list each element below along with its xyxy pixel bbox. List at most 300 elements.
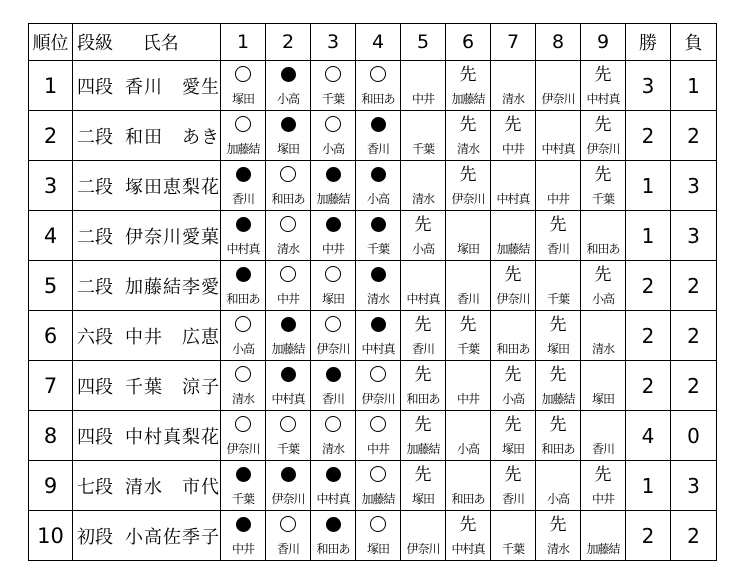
- loss-mark-icon: [356, 315, 400, 337]
- game-cell: [266, 161, 311, 211]
- game-cell: [221, 311, 266, 361]
- player-cell: [73, 511, 221, 561]
- opponent-name: 中井: [231, 542, 254, 556]
- game-cell: [446, 311, 491, 361]
- game-cell: [266, 511, 311, 561]
- losses-cell: 3: [671, 461, 717, 511]
- loss-mark-icon: [221, 265, 265, 287]
- game-cell: [401, 361, 446, 411]
- game-cell: [221, 211, 266, 261]
- game-cell: [581, 461, 626, 511]
- opponent-name: 塚田: [321, 292, 344, 306]
- opponent-name: 伊奈川: [361, 392, 395, 406]
- opponent-name: 千葉: [321, 92, 344, 106]
- opponent-name: 中井: [546, 192, 569, 206]
- dan-label: 七段: [77, 476, 113, 498]
- round-header: 4: [356, 24, 401, 61]
- win-mark-icon: [266, 515, 310, 537]
- game-cell: [536, 161, 581, 211]
- rank-cell: 10: [29, 511, 73, 561]
- win-mark-icon: [266, 415, 310, 437]
- opponent-name: 伊奈川: [451, 192, 485, 206]
- game-cell: [581, 311, 626, 361]
- sente-label: 先: [594, 265, 612, 285]
- player-cell: [73, 361, 221, 411]
- game-cell: [491, 61, 536, 111]
- losses-cell: 2: [671, 261, 717, 311]
- game-cell: [356, 111, 401, 161]
- opponent-name: 塚田: [546, 342, 569, 356]
- game-cell: [581, 361, 626, 411]
- player-cell: [73, 311, 221, 361]
- standings-table: [28, 23, 717, 561]
- opponent-name: 中井: [366, 442, 389, 456]
- game-cell: [311, 461, 356, 511]
- game-cell: [311, 161, 356, 211]
- sente-label: 先: [594, 165, 612, 185]
- opponent-name: 塚田: [276, 142, 299, 156]
- opponent-name: 小高: [276, 92, 299, 106]
- opponent-name: 千葉: [366, 242, 389, 256]
- opponent-name: 中村真: [451, 542, 485, 556]
- game-cell: [221, 61, 266, 111]
- sente-label: 先: [594, 65, 612, 85]
- game-cell: [536, 61, 581, 111]
- game-cell: [221, 161, 266, 211]
- rank-header: 順位: [29, 24, 73, 61]
- loss-mark-icon: [221, 165, 265, 187]
- game-cell: [266, 311, 311, 361]
- win-mark-icon: [356, 65, 400, 87]
- opponent-name: 小高: [411, 242, 434, 256]
- sente-label: 先: [594, 115, 612, 135]
- sente-label: 先: [459, 515, 477, 535]
- sente-label: 先: [549, 515, 567, 535]
- game-cell: [536, 111, 581, 161]
- opponent-name: 香川: [501, 492, 524, 506]
- opponent-name: 清水: [411, 192, 434, 206]
- game-cell: [581, 111, 626, 161]
- win-mark-icon: [266, 165, 310, 187]
- opponent-name: 中井: [456, 392, 479, 406]
- sente-label: 先: [549, 315, 567, 335]
- wins-cell: 1: [626, 211, 671, 261]
- table-row: [29, 411, 717, 461]
- sente-label: 先: [459, 165, 477, 185]
- opponent-name: 清水: [276, 242, 299, 256]
- opponent-name: 中井: [591, 492, 614, 506]
- sente-label: 先: [414, 415, 432, 435]
- game-cell: [401, 461, 446, 511]
- game-cell: [401, 311, 446, 361]
- dan-header: 段級: [77, 33, 113, 54]
- opponent-name: 和田あ: [586, 242, 620, 256]
- game-cell: [401, 511, 446, 561]
- opponent-name: 千葉: [231, 492, 254, 506]
- win-mark-icon: [311, 115, 355, 137]
- game-cell: [536, 311, 581, 361]
- game-cell: [446, 461, 491, 511]
- game-cell: [446, 161, 491, 211]
- game-cell: [266, 461, 311, 511]
- loss-mark-icon: [266, 365, 310, 387]
- opponent-name: 加藤結: [316, 192, 350, 206]
- round-header: 5: [401, 24, 446, 61]
- game-cell: [266, 261, 311, 311]
- wins-cell: 2: [626, 111, 671, 161]
- player-cell: [73, 411, 221, 461]
- opponent-name: 小高: [321, 142, 344, 156]
- dan-label: 六段: [77, 326, 113, 348]
- game-cell: [356, 511, 401, 561]
- player-cell: [73, 61, 221, 111]
- opponent-name: 千葉: [456, 342, 479, 356]
- game-cell: [266, 361, 311, 411]
- game-cell: [581, 261, 626, 311]
- game-cell: [401, 161, 446, 211]
- opponent-name: 中井: [411, 92, 434, 106]
- loss-mark-icon: [356, 215, 400, 237]
- sente-label: 先: [414, 365, 432, 385]
- opponent-name: 加藤結: [271, 342, 305, 356]
- opponent-name: 中井: [501, 142, 524, 156]
- table-row: [29, 461, 717, 511]
- game-cell: [356, 461, 401, 511]
- opponent-name: 塚田: [411, 492, 434, 506]
- game-cell: [446, 511, 491, 561]
- game-cell: [311, 511, 356, 561]
- game-cell: [491, 211, 536, 261]
- opponent-name: 伊奈川: [316, 342, 350, 356]
- opponent-name: 和田あ: [361, 92, 395, 106]
- game-cell: [356, 361, 401, 411]
- game-cell: [311, 361, 356, 411]
- dan-label: 二段: [77, 126, 113, 148]
- opponent-name: 香川: [591, 442, 614, 456]
- sente-label: 先: [459, 315, 477, 335]
- game-cell: [491, 411, 536, 461]
- dan-label: 二段: [77, 276, 113, 298]
- opponent-name: 和田あ: [541, 442, 575, 456]
- sente-label: 先: [549, 365, 567, 385]
- game-cell: [311, 61, 356, 111]
- win-mark-icon: [311, 415, 355, 437]
- player-name: 中井 広恵: [125, 326, 220, 348]
- rank-cell: 5: [29, 261, 73, 311]
- player-name: 和田 あき: [125, 126, 220, 148]
- player-name: 小高佐季子: [125, 526, 220, 548]
- opponent-name: 中村真: [496, 192, 530, 206]
- loss-mark-icon: [266, 115, 310, 137]
- win-mark-icon: [356, 365, 400, 387]
- player-name: 伊奈川愛菓: [125, 226, 220, 248]
- opponent-name: 中村真: [586, 92, 620, 106]
- game-cell: [356, 61, 401, 111]
- opponent-name: 塚田: [501, 442, 524, 456]
- loss-mark-icon: [311, 515, 355, 537]
- losses-cell: 3: [671, 211, 717, 261]
- sente-label: 先: [549, 415, 567, 435]
- table-row: [29, 311, 717, 361]
- losses-cell: 0: [671, 411, 717, 461]
- wins-cell: 2: [626, 511, 671, 561]
- sente-label: 先: [504, 365, 522, 385]
- game-cell: [581, 511, 626, 561]
- table-row: [29, 61, 717, 111]
- losses-header: 負: [671, 24, 717, 61]
- opponent-name: 加藤結: [406, 442, 440, 456]
- opponent-name: 中村真: [271, 392, 305, 406]
- game-cell: [356, 211, 401, 261]
- player-name: 塚田恵梨花: [125, 176, 220, 198]
- opponent-name: 塚田: [366, 542, 389, 556]
- opponent-name: 清水: [456, 142, 479, 156]
- name-header: 氏名: [142, 33, 179, 54]
- opponent-name: 塚田: [591, 392, 614, 406]
- game-cell: [221, 461, 266, 511]
- loss-mark-icon: [311, 165, 355, 187]
- player-cell: [73, 261, 221, 311]
- header-row: [29, 24, 717, 61]
- opponent-name: 和田あ: [226, 292, 260, 306]
- player-name: 中村真梨花: [125, 426, 220, 448]
- opponent-name: 清水: [546, 542, 569, 556]
- game-cell: [446, 111, 491, 161]
- win-mark-icon: [221, 65, 265, 87]
- game-cell: [221, 511, 266, 561]
- loss-mark-icon: [221, 465, 265, 487]
- round-header: 6: [446, 24, 491, 61]
- sente-label: 先: [549, 215, 567, 235]
- rank-cell: 4: [29, 211, 73, 261]
- opponent-name: 清水: [366, 292, 389, 306]
- sente-label: 先: [504, 115, 522, 135]
- win-mark-icon: [221, 115, 265, 137]
- loss-mark-icon: [356, 115, 400, 137]
- loss-mark-icon: [311, 215, 355, 237]
- opponent-name: 加藤結: [451, 92, 485, 106]
- wins-cell: 2: [626, 311, 671, 361]
- round-header: 8: [536, 24, 581, 61]
- loss-mark-icon: [266, 315, 310, 337]
- round-header: 1: [221, 24, 266, 61]
- player-name: 香川 愛生: [125, 76, 220, 98]
- win-mark-icon: [221, 415, 265, 437]
- wins-header: 勝: [626, 24, 671, 61]
- rank-cell: 2: [29, 111, 73, 161]
- opponent-name: 伊奈川: [541, 92, 575, 106]
- win-mark-icon: [311, 315, 355, 337]
- opponent-name: 小高: [366, 192, 389, 206]
- player-cell: [73, 111, 221, 161]
- opponent-name: 清水: [501, 92, 524, 106]
- wins-cell: 2: [626, 361, 671, 411]
- opponent-name: 和田あ: [451, 492, 485, 506]
- loss-mark-icon: [221, 515, 265, 537]
- opponent-name: 加藤結: [361, 492, 395, 506]
- game-cell: [536, 411, 581, 461]
- game-cell: [311, 111, 356, 161]
- game-cell: [221, 361, 266, 411]
- sente-label: 先: [414, 465, 432, 485]
- opponent-name: 中井: [276, 292, 299, 306]
- game-cell: [356, 411, 401, 461]
- loss-mark-icon: [221, 215, 265, 237]
- win-mark-icon: [356, 415, 400, 437]
- game-cell: [221, 411, 266, 461]
- wins-cell: 1: [626, 161, 671, 211]
- game-cell: [401, 111, 446, 161]
- opponent-name: 加藤結: [586, 542, 620, 556]
- opponent-name: 和田あ: [496, 342, 530, 356]
- opponent-name: 小高: [546, 492, 569, 506]
- losses-cell: 2: [671, 511, 717, 561]
- losses-cell: 2: [671, 361, 717, 411]
- opponent-name: 加藤結: [496, 242, 530, 256]
- opponent-name: 中村真: [541, 142, 575, 156]
- round-header: 3: [311, 24, 356, 61]
- rank-cell: 9: [29, 461, 73, 511]
- opponent-name: 中村真: [406, 292, 440, 306]
- game-cell: [311, 311, 356, 361]
- opponent-name: 小高: [501, 392, 524, 406]
- player-cell: [73, 161, 221, 211]
- game-cell: [356, 311, 401, 361]
- game-cell: [446, 61, 491, 111]
- dan-label: 四段: [77, 76, 113, 98]
- game-cell: [266, 411, 311, 461]
- game-cell: [266, 111, 311, 161]
- game-cell: [356, 261, 401, 311]
- opponent-name: 千葉: [546, 292, 569, 306]
- player-header: [73, 24, 221, 61]
- game-cell: [311, 261, 356, 311]
- dan-label: 四段: [77, 376, 113, 398]
- game-cell: [266, 61, 311, 111]
- opponent-name: 香川: [321, 392, 344, 406]
- loss-mark-icon: [311, 465, 355, 487]
- opponent-name: 加藤結: [226, 142, 260, 156]
- rank-cell: 6: [29, 311, 73, 361]
- opponent-name: 千葉: [591, 192, 614, 206]
- table-row: [29, 211, 717, 261]
- opponent-name: 伊奈川: [496, 292, 530, 306]
- opponent-name: 伊奈川: [586, 142, 620, 156]
- game-cell: [536, 461, 581, 511]
- opponent-name: 小高: [456, 442, 479, 456]
- dan-label: 四段: [77, 426, 113, 448]
- wins-cell: 2: [626, 261, 671, 311]
- game-cell: [446, 261, 491, 311]
- opponent-name: 香川: [366, 142, 389, 156]
- game-cell: [311, 211, 356, 261]
- loss-mark-icon: [356, 165, 400, 187]
- dan-label: 二段: [77, 226, 113, 248]
- table-row: [29, 361, 717, 411]
- table-row: [29, 261, 717, 311]
- game-cell: [581, 161, 626, 211]
- sente-label: 先: [459, 115, 477, 135]
- table-row: [29, 161, 717, 211]
- game-cell: [491, 111, 536, 161]
- game-cell: [401, 211, 446, 261]
- win-mark-icon: [266, 265, 310, 287]
- opponent-name: 清水: [231, 392, 254, 406]
- player-name: 加藤結李愛: [125, 276, 220, 298]
- opponent-name: 小高: [591, 292, 614, 306]
- opponent-name: 小高: [231, 342, 254, 356]
- sente-label: 先: [504, 415, 522, 435]
- win-mark-icon: [311, 265, 355, 287]
- loss-mark-icon: [311, 365, 355, 387]
- game-cell: [221, 261, 266, 311]
- rank-cell: 3: [29, 161, 73, 211]
- game-cell: [536, 361, 581, 411]
- opponent-name: 伊奈川: [406, 542, 440, 556]
- player-cell: [73, 461, 221, 511]
- game-cell: [401, 411, 446, 461]
- sente-label: 先: [594, 465, 612, 485]
- game-cell: [446, 361, 491, 411]
- dan-label: 二段: [77, 176, 113, 198]
- game-cell: [581, 411, 626, 461]
- player-name: 千葉 涼子: [125, 376, 220, 398]
- opponent-name: 香川: [546, 242, 569, 256]
- opponent-name: 塚田: [456, 242, 479, 256]
- opponent-name: 中村真: [316, 492, 350, 506]
- losses-cell: 2: [671, 311, 717, 361]
- game-cell: [446, 211, 491, 261]
- opponent-name: 伊奈川: [226, 442, 260, 456]
- losses-cell: 1: [671, 61, 717, 111]
- wins-cell: 1: [626, 461, 671, 511]
- game-cell: [491, 261, 536, 311]
- opponent-name: 香川: [231, 192, 254, 206]
- opponent-name: 伊奈川: [271, 492, 305, 506]
- sente-label: 先: [414, 215, 432, 235]
- win-mark-icon: [266, 215, 310, 237]
- sente-label: 先: [504, 265, 522, 285]
- game-cell: [356, 161, 401, 211]
- win-mark-icon: [221, 315, 265, 337]
- game-cell: [491, 361, 536, 411]
- losses-cell: 3: [671, 161, 717, 211]
- opponent-name: 中井: [321, 242, 344, 256]
- win-mark-icon: [221, 365, 265, 387]
- losses-cell: 2: [671, 111, 717, 161]
- opponent-name: 香川: [456, 292, 479, 306]
- game-cell: [401, 261, 446, 311]
- game-cell: [581, 211, 626, 261]
- sente-label: 先: [504, 465, 522, 485]
- player-name: 清水 市代: [125, 476, 220, 498]
- game-cell: [401, 61, 446, 111]
- win-mark-icon: [356, 515, 400, 537]
- win-mark-icon: [356, 465, 400, 487]
- opponent-name: 加藤結: [541, 392, 575, 406]
- game-cell: [581, 61, 626, 111]
- game-cell: [266, 211, 311, 261]
- loss-mark-icon: [356, 265, 400, 287]
- game-cell: [536, 211, 581, 261]
- rank-cell: 1: [29, 61, 73, 111]
- opponent-name: 中村真: [361, 342, 395, 356]
- opponent-name: 香川: [411, 342, 434, 356]
- game-cell: [491, 311, 536, 361]
- opponent-name: 塚田: [231, 92, 254, 106]
- wins-cell: 4: [626, 411, 671, 461]
- game-cell: [491, 161, 536, 211]
